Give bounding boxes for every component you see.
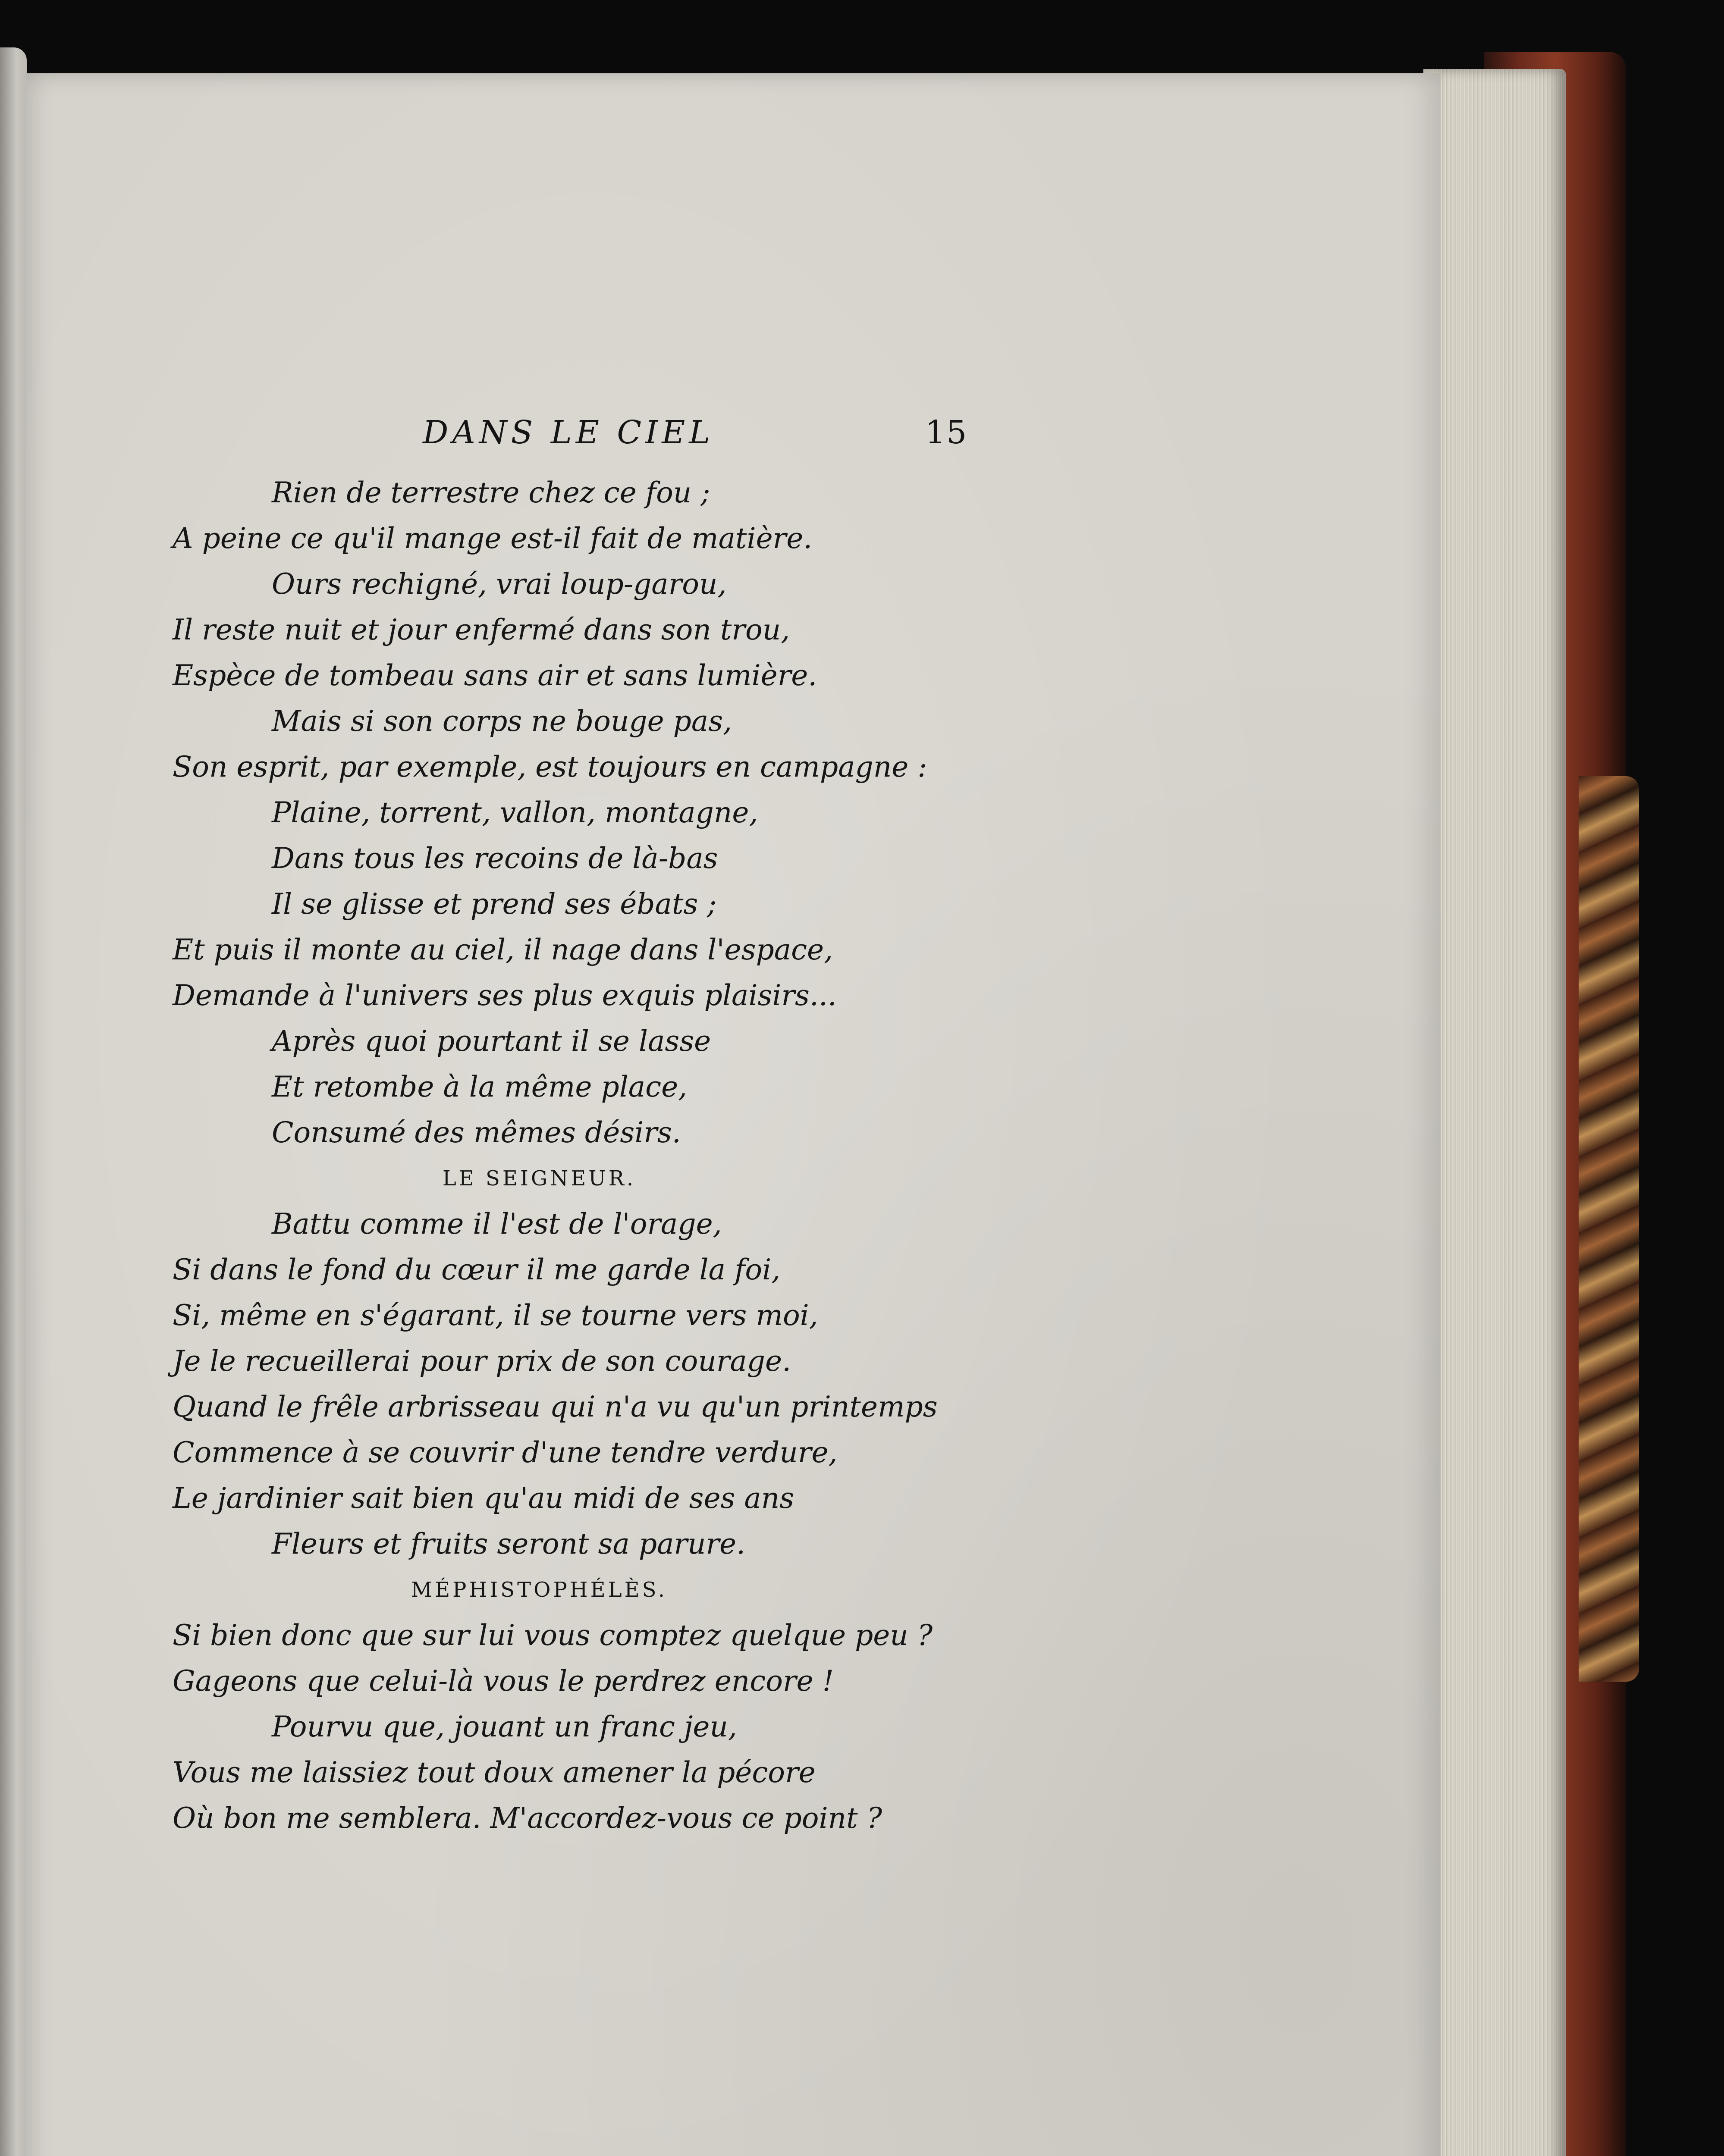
verse-line: Et retombe à la même place, <box>272 1070 688 1103</box>
verse-line: A peine ce qu'il mange est-il fait de matière. <box>173 522 813 555</box>
verse-line: Je le recueillerai pour prix de son courage. <box>173 1344 791 1378</box>
verse-line: Si bien donc que sur lui vous comptez quelque peu ? <box>173 1619 933 1652</box>
verse-line: Battu comme il l'est de l'orage, <box>272 1207 722 1241</box>
verse-line: Gageons que celui-là vous le perdrez encore ! <box>173 1664 834 1698</box>
verse-line: Après quoi pourtant il se lasse <box>272 1025 711 1058</box>
verse-line: Vous me laissiez tout doux amener la pécore <box>173 1756 816 1789</box>
verse-line: Espèce de tombeau sans air et sans lumière. <box>173 659 817 692</box>
verse-line: Il reste nuit et jour enfermé dans son trou, <box>173 613 790 646</box>
verse-line: Si dans le fond du cœur il me garde la foi, <box>173 1253 781 1286</box>
verse-line: Fleurs et fruits seront sa parure. <box>272 1527 746 1561</box>
verse-line: Si, même en s'égarant, il se tourne vers moi, <box>173 1299 818 1332</box>
speaker-name: MÉPHISTOPHÉLÈS. <box>411 1578 668 1602</box>
verse-line: Demande à l'univers ses plus exquis plaisirs... <box>173 979 837 1012</box>
page-stack-edges <box>1423 69 1566 2156</box>
verse-line: Ours rechigné, vrai loup-garou, <box>272 567 727 601</box>
verse-line: Commence à se couvrir d'une tendre verdure, <box>173 1436 838 1469</box>
verse-line: Où bon me semblera. M'accordez-vous ce point ? <box>173 1802 882 1835</box>
verse-line: Consumé des mêmes désirs. <box>272 1116 681 1149</box>
facing-page-edge <box>0 47 27 2156</box>
page-text-block <box>173 410 1035 1841</box>
running-head <box>173 410 1035 470</box>
book-page <box>26 73 1441 2156</box>
verse-line: Plaine, torrent, vallon, montagne, <box>272 796 758 829</box>
verse-line: Quand le frêle arbrisseau qui n'a vu qu'un printemps <box>173 1390 938 1423</box>
verse-line: Et puis il monte au ciel, il nage dans l'espace, <box>173 933 833 966</box>
speaker-name: LE SEIGNEUR. <box>442 1166 636 1191</box>
verse-line: Son esprit, par exemple, est toujours en campagne : <box>173 750 927 783</box>
verse-line: Rien de terrestre chez ce fou ; <box>272 476 710 509</box>
marbled-endpaper <box>1579 776 1639 1682</box>
verse-line: Mais si son corps ne bouge pas, <box>272 705 732 738</box>
page-number: 15 <box>925 414 968 451</box>
running-head-title: DANS LE CIEL <box>423 414 714 451</box>
verse-block <box>173 470 1035 1841</box>
verse-line: Le jardinier sait bien qu'au midi de ses ans <box>173 1482 794 1515</box>
verse-line: Dans tous les recoins de là-bas <box>272 842 718 875</box>
verse-line: Pourvu que, jouant un franc jeu, <box>272 1710 737 1743</box>
verse-line: Il se glisse et prend ses ébats ; <box>272 887 717 921</box>
